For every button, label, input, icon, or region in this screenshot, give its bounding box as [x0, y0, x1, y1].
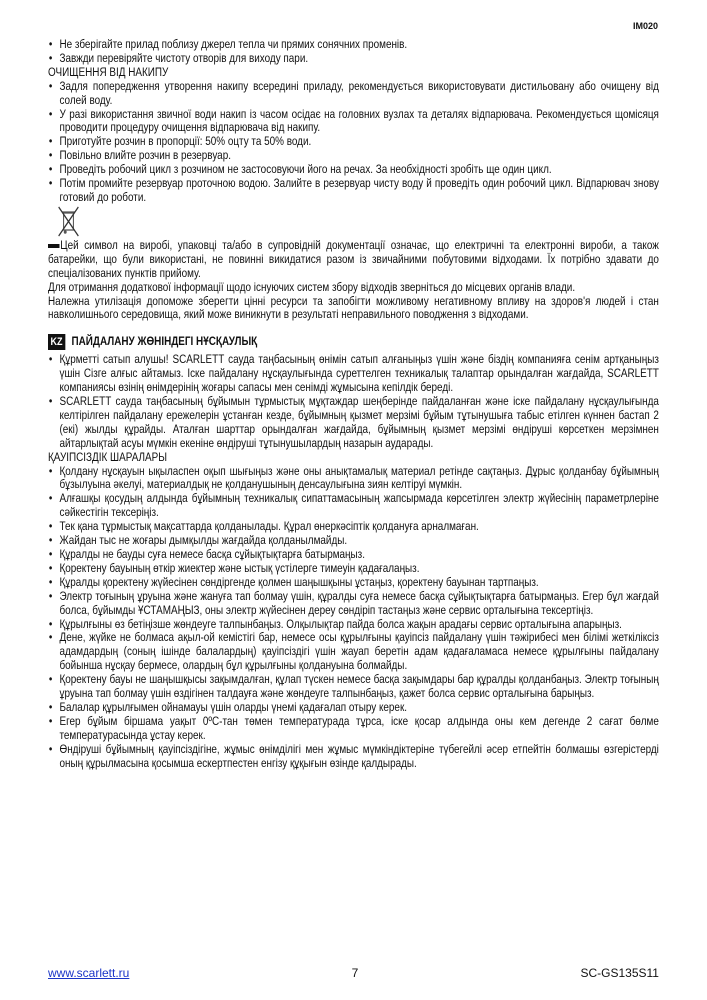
language-badge: KZ	[48, 334, 65, 350]
list-item: • Құрметті сатып алушы! SCARLETT сауда таңбасының өнімін сатып алғаныңыз үшін және біздің компанияға сенім артқаныңыз үшін Сізге алғыс айтамыз. Іске пайдалану нұсқаулығында суреттелген техникалық талаптар орындалған жағдайда, SCARLETT компаниясы өзінің өнімдерінің жоғары сапасы мен сенімді жұмысына кепілдік береді.	[48, 353, 659, 395]
section-title-text: ПАЙДАЛАНУ ЖӨНІНДЕГІ НҰСҚАУЛЫҚ	[71, 334, 258, 349]
crossed-bin-icon	[56, 205, 81, 237]
list-item: • Жайдан тыс не жоғары дымқылды жағдайда қолданылмайды.	[48, 534, 659, 548]
list-item: • Повільно влийте розчин в резервуар.	[48, 149, 659, 163]
list-item: • Балалар құрылғымен ойнамауы үшін оларды үнемі қадағалап отыру керек.	[48, 701, 659, 715]
section-heading: ОЧИЩЕННЯ ВІД НАКИПУ	[48, 64, 169, 79]
list-item: • Құралды қоректену жүйесінен сөндіргенде қолмен шаңышқыны ұстаңыз, қоректену бауынан тартпаңыз.	[48, 576, 659, 590]
paragraph: Цей символ на виробі, упаковці та/або в супровідній документації означає, що електричні та електронні вироби, а також батарейки, що були використані, не повинні викидатися разом із звичайними побутовими відходами. Їх потрібно здавати до спеціалізованих пунктів прийому.	[48, 237, 659, 280]
page-number: 7	[351, 966, 359, 980]
list-item: • Электр тоғының ұруына және жануға тап болмау үшін, құралды суға немесе басқа сұйықтықтарға батырмаңыз. Егер бұл жағдай болса, бұйымды ҰСТАМАҢЫЗ, оны электр жүйесінен дереу сөндіріп тастаңыз және сервис орталығына тексертіңіз.	[48, 590, 659, 618]
section-heading: ҚАУІПСІЗДІК ШАРАЛАРЫ	[48, 449, 168, 464]
website-link[interactable]: www.scarlett.ru	[48, 966, 130, 980]
document-body	[48, 38, 659, 771]
list-item: • Тек қана тұрмыстық мақсаттарда қолданылады. Құрал өнеркәсіптік қолдануға арналмаған.	[48, 520, 659, 534]
document-code: IM020	[632, 21, 658, 31]
list-item: • Проведіть робочий цикл з розчином не застосовуючи його на речах. За необхідності зробіть ще один цикл.	[48, 163, 659, 177]
list-item: • У разі використання звичної води накип із часом осідає на головних вузлах та деталях відпарювача. Рекомендується щомісяця проводити процедуру очищення відпарювача від накипу.	[48, 108, 659, 136]
list-item: • Қоректену бауы не шаңышқысы зақымдалған, құлап түскен немесе басқа зақымдары бар құралды қолданбаңыз. Электр тоғының ұруына тап болмау үшін өздігінен талдауға және жөндеуге талпынбаңыз, қажет болса сервис орталығына барыңыз.	[48, 673, 659, 701]
paragraph: Належна утилізація допоможе зберегти цінні ресурси та запобігти можливому негативному впливу на здоров'я людей і стан навколишнього середовища, який може виникнути в результаті неправильного поводження з відходами.	[48, 293, 659, 322]
weee-bar	[48, 244, 59, 248]
list-item: • Егер бұйым біршама уақыт 0ºC-тан төмен температурада тұрса, іске қосар алдында оны кем дегенде 2 сағат бөлме температурасында ұстау керек.	[48, 715, 659, 743]
list-item: • Құрылғыны өз бетіңізше жөндеуге талпынбаңыз. Олқылықтар пайда болса жақын арадағы сервис орталығына апарыңыз.	[48, 618, 659, 632]
list-item: • Өндіруші бұйымның қауіпсіздігіне, жұмыс өнімділігі мен жұмыс мүмкіндіктеріне түбегейлі әсер етпейтін болмашы өзгерістерді оның құрылмасына қосымша ескертпестен енгізу құқығын өзінде қалдырады.	[48, 743, 659, 771]
list-item: • SCARLETT сауда таңбасының бұйымын тұрмыстық мұқтаждар шеңберінде пайдаланған және іске пайдалану нұсқаулығында келтірілген пайдалану ережелерін ұстанған кезде, бұйымның қызмет мерзімі бұйым тұтынушыға табыс етілген күннен бастап 2 (екі) жылды құрайды. Аталған шарттар орындалған жағдайда, бұйымның қызмет мерзімі өндіруші көрсеткен мерзімнен айтарлықтай асуы мүмкін екеніне өндіруші тұтынушылардың назарын аударады.	[48, 395, 659, 451]
list-item: • Потім промийте резервуар проточною водою. Залийте в резервуар чисту воду й проведіть один робочий цикл. Відпарювач знову готовий до роботи.	[48, 177, 659, 205]
list-item: • Қоректену бауының өткір жиектер және ыстық үстілерге тимеуін қадағалаңыз.	[48, 562, 659, 576]
list-item: • Қолдану нұсқауын ықыласпен оқып шығыңыз және оны анықтамалық материал ретінде сақтаңыз. Дұрыс қолданбау бұйымның бұзылуына әкелуі, материалдық не қолданушының денсаулығына зиян келтіруі мүмкін.	[48, 465, 659, 493]
page-footer	[48, 966, 659, 980]
list-item: • Құралды не бауды суға немесе басқа сұйықтықтарға батырмаңыз.	[48, 548, 659, 562]
list-item: • Не зберігайте прилад поблизу джерел тепла чи прямих сонячних променів.	[48, 38, 659, 52]
list-item: • Дене, жүйке не болмаса ақыл-ой кемістігі бар, немесе осы құрылғыны қауіпсіз пайдалану үшін тәжірибесі мен білімі жеткіліксіз адамдардың (соның ішінде балалардың) қауіпсіздігі үшін жауап беретін адам қадағаламаса немесе құрылғыны пайдалану бойынша нұсқау бермесе, олардың бұл құрылғыны қолдануына болмайды.	[48, 631, 659, 673]
list-item: • Завжди перевіряйте чистоту отворів для виходу пари.	[48, 52, 659, 66]
list-item: • Приготуйте розчин в пропорції: 50% оцту та 50% води.	[48, 135, 659, 149]
paragraph: Для отримання додаткової інформації щодо існуючих систем збору відходів зверніться до місцевих органів влади.	[48, 279, 576, 294]
list-item: • Задля попередження утворення накипу всередині приладу, рекомендується використовувати дистильовану або очищену від солей воду.	[48, 80, 659, 108]
model-number: SC-GS135S11	[580, 966, 659, 980]
section-title	[48, 334, 659, 350]
weee-symbol	[48, 205, 659, 239]
list-item: • Алғашқы қосудың алдында бұйымның техникалық сипаттамасының жапсырмада көрсетілген электр жүйесінің параметрлеріне сәйкестігін тексеріңіз.	[48, 492, 659, 520]
